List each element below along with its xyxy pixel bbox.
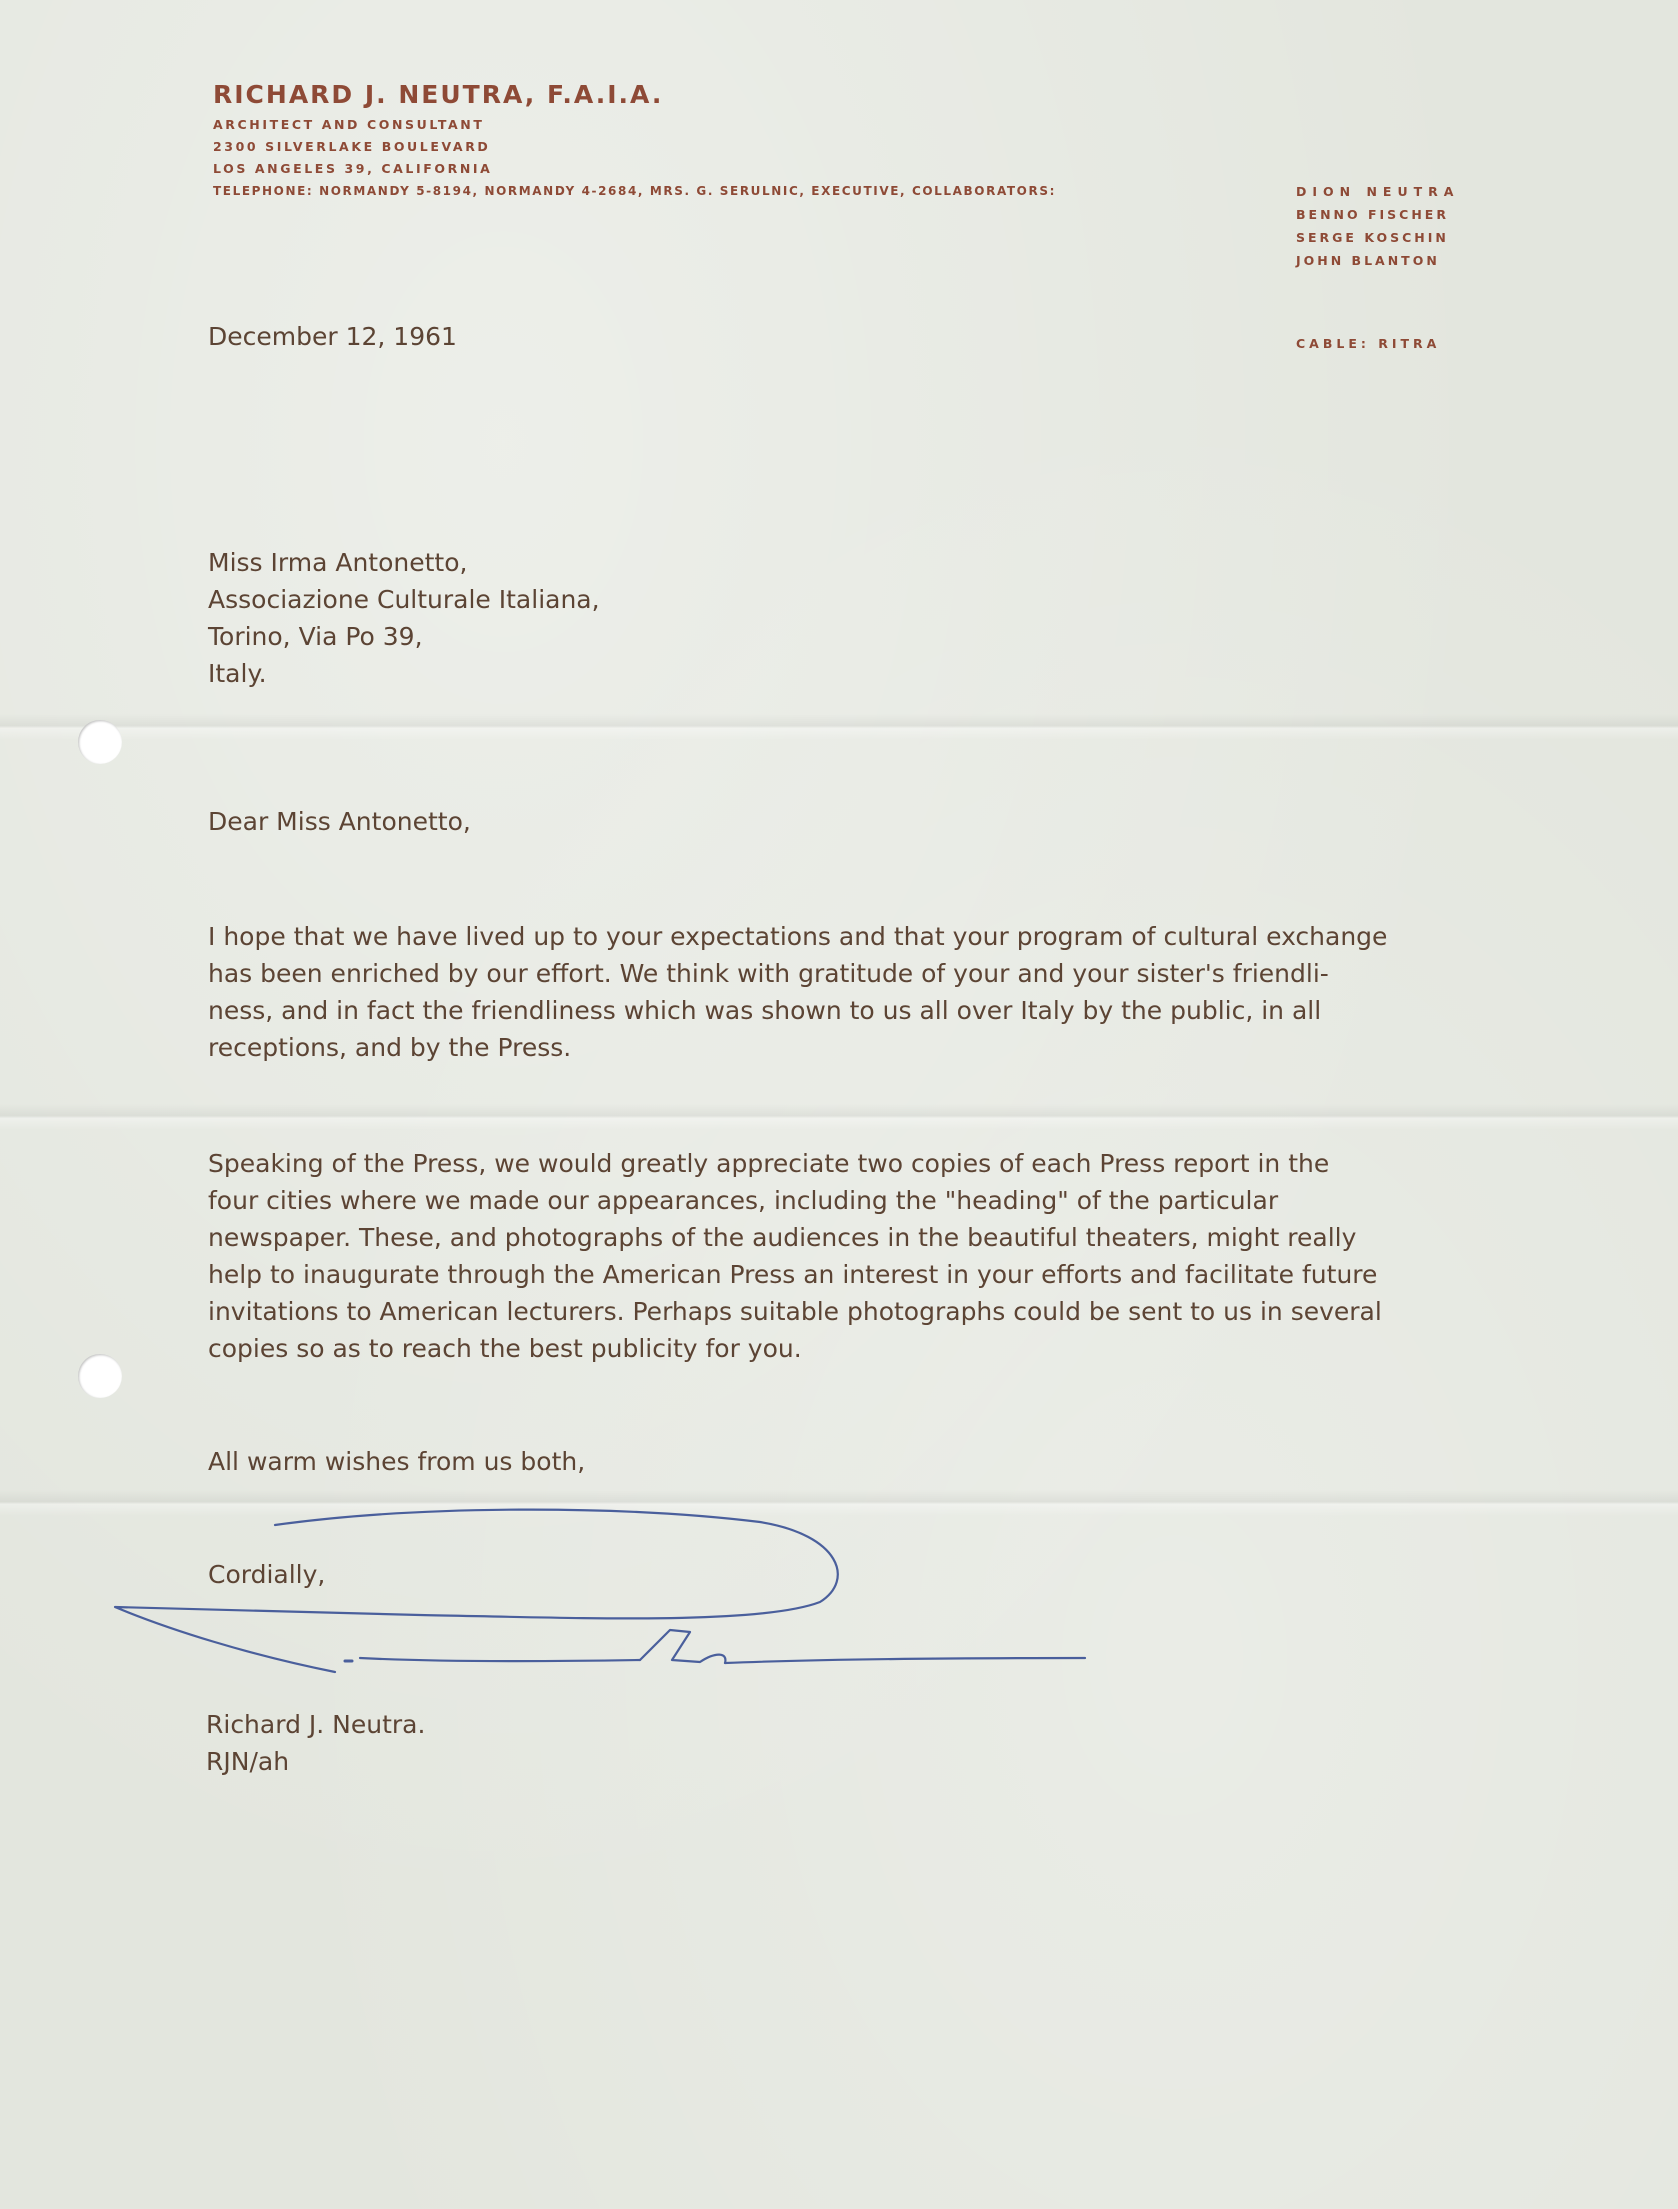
paragraph-line: help to inaugurate through the American Press an interest in your efforts and facilitate future (208, 1260, 1378, 1289)
paragraph-line: newspaper. These, and photographs of the audiences in the beautiful theaters, might really (208, 1223, 1357, 1252)
paragraph-line: receptions, and by the Press. (208, 1033, 572, 1062)
valediction: Cordially, (208, 1560, 326, 1589)
letterhead-telephone: TELEPHONE: NORMANDY 5-8194, NORMANDY 4-2684, MRS. G. SERULNIC, EXECUTIVE, COLLABORATORS: (213, 184, 1056, 198)
paragraph-line: ness, and in fact the friendliness which was shown to us all over Italy by the public, in all (208, 996, 1322, 1025)
paragraph-line: I hope that we have lived up to your expectations and that your program of cultural exchange (208, 922, 1388, 951)
address-line: Associazione Culturale Italiana, (208, 585, 600, 614)
address-line: Torino, Via Po 39, (208, 622, 423, 651)
address-line: Italy. (208, 659, 267, 688)
paragraph-line: copies so as to reach the best publicity for you. (208, 1334, 802, 1363)
paragraph-line: invitations to American lecturers. Perhaps suitable photographs could be sent to us in several (208, 1297, 1382, 1326)
salutation: Dear Miss Antonetto, (208, 807, 471, 836)
address-line: Miss Irma Antonetto, (208, 548, 468, 577)
letterhead-street: 2300 SILVERLAKE BOULEVARD (213, 139, 491, 154)
collaborator-name: DION NEUTRA (1296, 184, 1460, 199)
paragraph-line: Speaking of the Press, we would greatly appreciate two copies of each Press report in the (208, 1149, 1330, 1178)
collaborator-name: SERGE KOSCHIN (1296, 230, 1449, 245)
letterhead-title: ARCHITECT AND CONSULTANT (213, 117, 485, 132)
typist-initials: RJN/ah (206, 1747, 290, 1776)
collaborator-name: BENNO FISCHER (1296, 207, 1449, 222)
paragraph-line: has been enriched by our effort. We think with gratitude of your and your sister's friendli- (208, 959, 1329, 988)
signer-name: Richard J. Neutra. (206, 1710, 426, 1739)
letterhead-city: LOS ANGELES 39, CALIFORNIA (213, 161, 493, 176)
closing-line: All warm wishes from us both, (208, 1447, 586, 1476)
letter-date: December 12, 1961 (208, 322, 457, 351)
letterhead-name: RICHARD J. NEUTRA, F.A.I.A. (213, 80, 664, 109)
collaborator-name: JOHN BLANTON (1296, 253, 1440, 268)
letterhead-cable: CABLE: RITRA (1296, 336, 1441, 351)
paragraph-line: four cities where we made our appearances, including the "heading" of the particular (208, 1186, 1279, 1215)
